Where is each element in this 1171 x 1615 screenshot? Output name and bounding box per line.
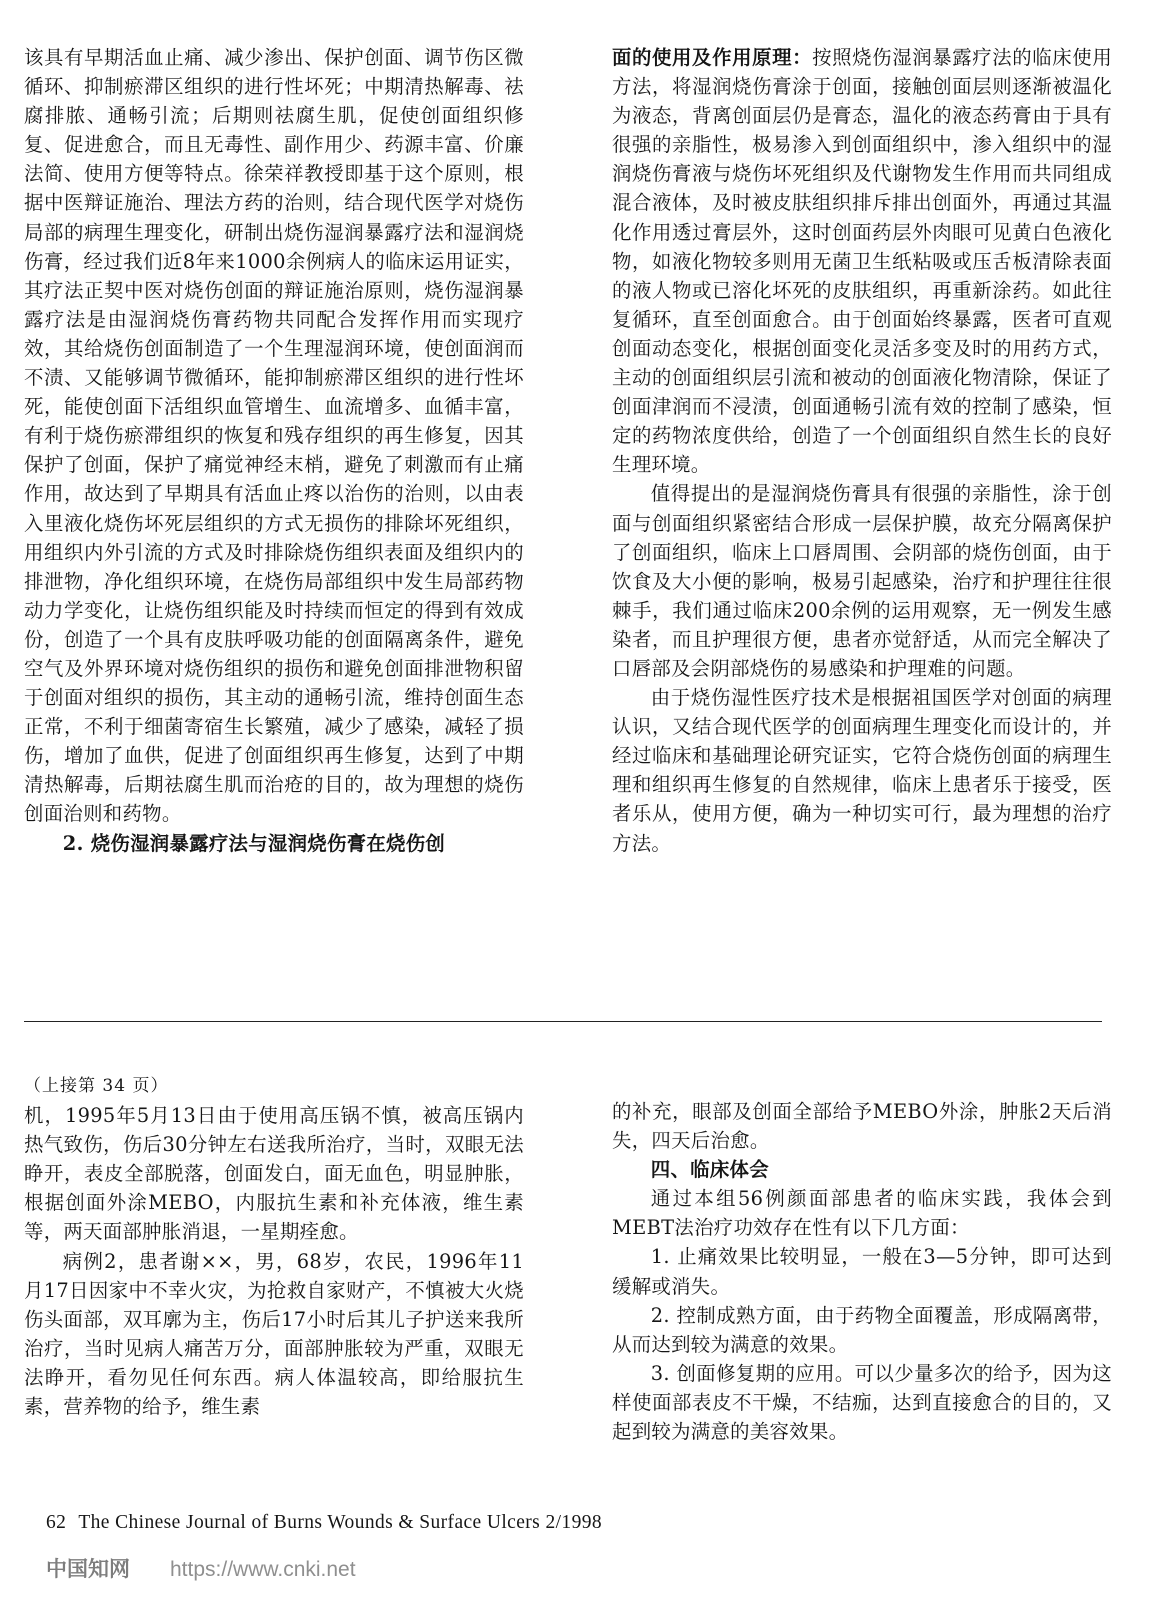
page-number: 62 (46, 1512, 67, 1533)
list-item: 2. 控制成熟方面，由于药物全面覆盖，形成隔离带，从而达到较为满意的效果。 (612, 1303, 1112, 1356)
section-heading-2-continued: 面的使用及作用原理： (612, 46, 813, 69)
list-item: 3. 创面修复期的应用。可以少量多次的给予，因为这样使面部表皮不干燥，不结痂，达到直接愈合的目的，又起到较为满意的美容效果。 (612, 1361, 1112, 1444)
top-left-column (24, 43, 524, 858)
continued-from-note: （上接第 34 页） (24, 1076, 169, 1096)
cnki-watermark (46, 1553, 356, 1583)
body-paragraph: 的补充，眼部及创面全部给予MEBO外涂，肿胀2天后消失，四天后治愈。 (612, 1100, 1112, 1153)
section-heading-2: 2. 烧伤湿润暴露疗法与湿润烧伤膏在烧伤创 (62, 831, 446, 855)
page-footer (46, 1512, 602, 1534)
bottom-right-column (612, 1097, 1112, 1446)
body-paragraph: 由于烧伤湿性医疗技术是根据祖国医学对创面的病理认识，又结合现代医学的创面病理生理变化而设计的，并经过临床和基础理论研究证实，它符合烧伤创面的病理生理和组织再生修复的自然规律，临床上患者乐于接受，医者乐从，使用方便，确为一种切实可行，最为理想的治疗方法。 (612, 686, 1112, 855)
top-right-column (612, 43, 1112, 858)
body-paragraph: 机，1995年5月13日由于使用高压锅不慎，被高压锅内热气致伤，伤后30分钟左右送我所治疗，当时，双眼无法睁开，表皮全部脱落，创面发白，面无血色，明显肿胀，根据创面外涂MEBO，内服抗生素和补充体液，维生素等，两天面部肿胀消退，一星期痊愈。 (24, 1104, 524, 1244)
body-paragraph: 病例2，患者谢××，男，68岁，农民，1996年11月17日因家中不幸火灾，为抢救自家财产，不慎被大火烧伤头面部，双耳廓为主，伤后17小时后其儿子护送来我所治疗，当时见病人痛苦万分，面部肿胀较为严重，双眼无法睁开，看勿见任何东西。病人体温较高，即给服抗生素，营养物的给予，维生素 (24, 1249, 524, 1419)
list-item: 1. 止痛效果比较明显，一般在3—5分钟，即可达到缓解或消失。 (612, 1245, 1112, 1298)
journal-name: The Chinese Journal of Burns Wounds & Surface Ulcers 2/1998 (78, 1512, 603, 1533)
watermark-url: https://www.cnki.net (170, 1558, 356, 1581)
body-paragraph: 该具有早期活血止痛、减少渗出、保护创面、调节伤区微循环、抑制瘀滞区组织的进行性坏死；中期清热解毒、祛腐排脓、通畅引流；后期则祛腐生肌，促使创面组织修复、促进愈合，而且无毒性、副作用少、药源丰富、价廉法简、使用方便等特点。徐荣祥教授即基于这个原则，根据中医辩证施治、理法方药的治则，结合现代医学对烧伤局部的病理生理变化，研制出烧伤湿润暴露疗法和湿润烧伤膏，经过我们近8年来1000余例病人的临床运用证实，其疗法正契中医对烧伤创面的辩证施治原则，烧伤湿润暴露疗法是由湿润烧伤膏药物共同配合发挥作用而实现疗效，其给烧伤创面制造了一个生理湿润环境，使创面润而不渍、又能够调节微循环，能抑制瘀滞区组织的进行性坏死，能使创面下活组织血管增生、血流增多、血循丰富，有利于烧伤瘀滞组织的恢复和残存组织的再生修复，因其保护了创面，保护了痛觉神经末梢，避免了刺激而有止痛作用，故达到了早期具有活血止疼以治伤的治则，以由表入里液化烧伤坏死层组织的方式无损伤的排除坏死组织，用组织内外引流的方式及时排除烧伤组织表面及组织内的排泄物，净化组织环境，在烧伤局部组织中发生局部药物动力学变化，让烧伤组织能及时持续而恒定的得到有效成份，创造了一个具有皮肤呼吸功能的创面隔离条件，避免空气及外界环境对烧伤组织的损伤和避免创面排泄物积留于创面对组织的损伤，其主动的通畅引流，维持创面生态正常，不利于细菌寄宿生长繁殖，减少了感染，减轻了损伤，增加了血供，促进了创面组织再生修复，达到了中期清热解毒，后期祛腐生肌而治疮的目的，故为理想的烧伤创面治则和药物。 (24, 46, 524, 826)
body-paragraph (612, 43, 1112, 479)
bottom-left-column (24, 1072, 524, 1421)
body-paragraph: 通过本组56例颜面部患者的临床实践，我体会到MEBT法治疗功效存在性有以下几方面： (612, 1187, 1112, 1240)
section-divider (24, 1021, 1102, 1022)
body-text: 按照烧伤湿润暴露疗法的临床使用方法，将湿润烧伤膏涂于创面，接触创面层则逐渐被温化为液态，背离创面层仍是膏态，温化的液态药膏由于具有很强的亲脂性，极易渗入到创面组织中，渗入组织中的湿润烧伤膏液与烧伤坏死组织及代谢物发生作用而共同组成混合液体，及时被皮肤组织排斥排出创面外，再通过其温化作用透过膏层外，这时创面药层外肉眼可见黄白色液化物，如液化物较多则用无菌卫生纸粘吸或压舌板清除表面的液人物或已溶化坏死的皮肤组织，再重新涂药。如此往复循环，直至创面愈合。由于创面始终暴露，医者可直观创面动态变化，根据创面变化灵活多变及时的用药方式，主动的创面组织层引流和被动的创面液化物清除，保证了创面津润而不浸渍，创面通畅引流有效的控制了感染，恒定的药物浓度供给，创造了一个创面组织自然生长的良好生理环境。 (612, 46, 1113, 477)
section-heading: 四、临床体会 (650, 1158, 769, 1182)
body-paragraph: 值得提出的是湿润烧伤膏具有很强的亲脂性，涂于创面与创面组织紧密结合形成一层保护膜，故充分隔离保护了创面组织，临床上口唇周围、会阴部的烧伤创面，由于饮食及大小便的影响，极易引起感染，治疗和护理往往很棘手，我们通过临床200余例的运用观察，无一例发生感染者，而且护理很方便，患者亦觉舒适，从而完全解决了口唇部及会阴部烧伤的易感染和护理难的问题。 (612, 482, 1112, 680)
watermark-brand: 中国知网 (46, 1558, 130, 1581)
